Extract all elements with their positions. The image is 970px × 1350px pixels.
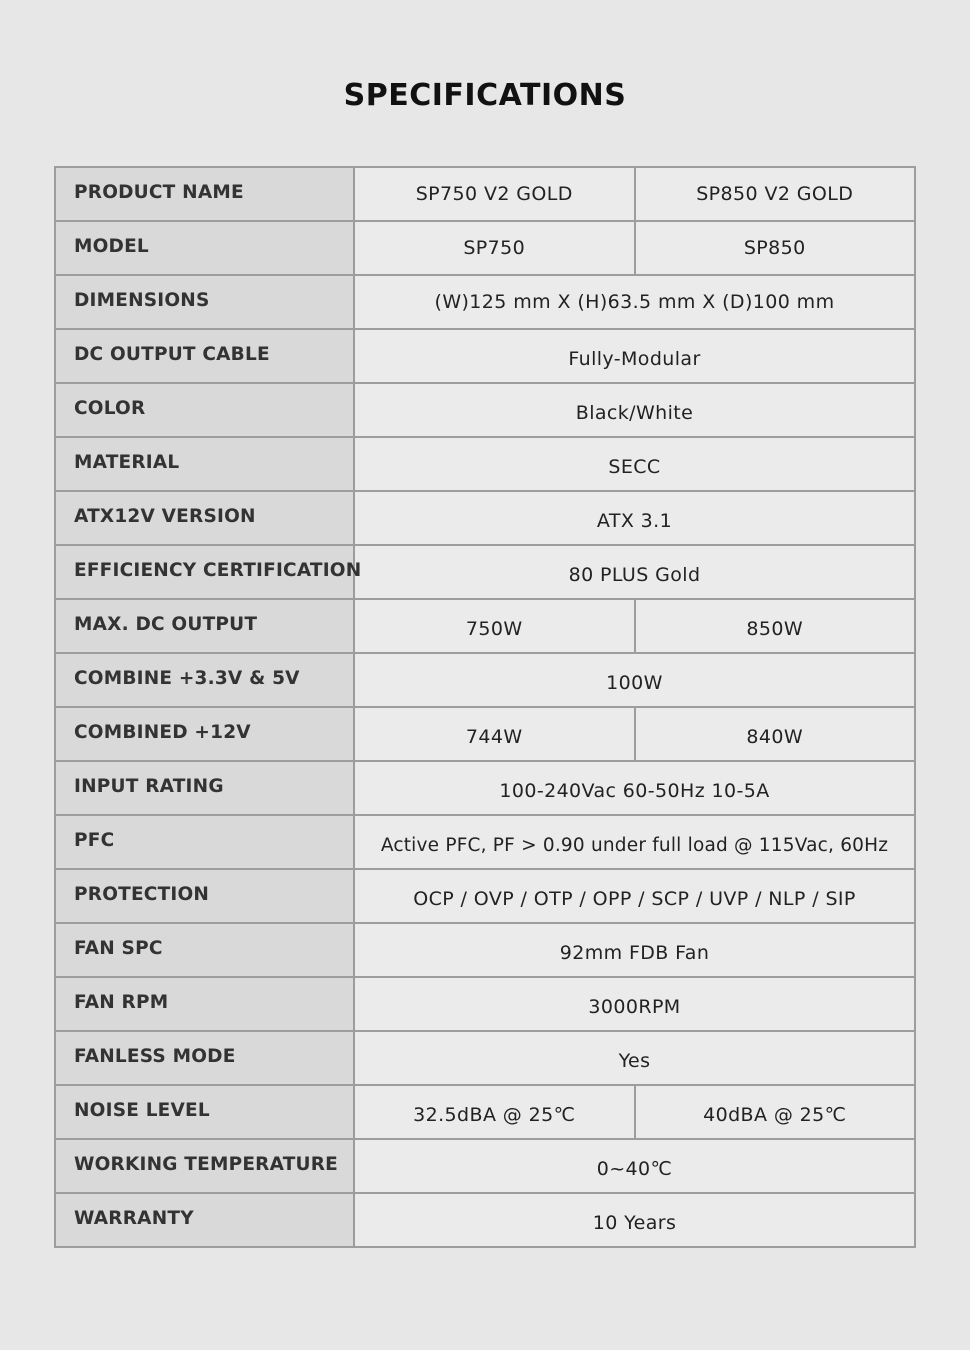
row-value-text: 92mm FDB Fan xyxy=(559,942,710,964)
row-label: MATERIAL xyxy=(55,437,354,491)
row-value xyxy=(354,329,915,383)
page-title: SPECIFICATIONS xyxy=(343,78,627,113)
row-label: FAN SPC xyxy=(55,923,354,977)
row-value xyxy=(354,1139,915,1193)
table-row xyxy=(55,815,915,869)
row-label: DC OUTPUT CABLE xyxy=(55,329,354,383)
table-row xyxy=(55,1139,915,1193)
row-value xyxy=(354,221,635,275)
row-value xyxy=(354,599,635,653)
row-value-text: 3000RPM xyxy=(588,996,681,1018)
row-value xyxy=(354,383,915,437)
specifications-table xyxy=(54,166,916,1248)
row-label: EFFICIENCY CERTIFICATION xyxy=(55,545,354,599)
row-value xyxy=(354,923,915,977)
table-row xyxy=(55,167,915,221)
row-value xyxy=(354,707,635,761)
row-label: PRODUCT NAME xyxy=(55,167,354,221)
row-value-text: 80 PLUS Gold xyxy=(568,564,701,586)
row-value xyxy=(354,1031,915,1085)
table-row xyxy=(55,329,915,383)
row-value-text: 750W xyxy=(465,618,523,640)
row-value xyxy=(635,221,916,275)
row-value xyxy=(354,653,915,707)
row-value xyxy=(354,275,915,329)
row-label: COMBINED +12V xyxy=(55,707,354,761)
row-value xyxy=(635,599,916,653)
table-row xyxy=(55,275,915,329)
row-value-text: 744W xyxy=(465,726,523,748)
row-label: MAX. DC OUTPUT xyxy=(55,599,354,653)
table-row xyxy=(55,761,915,815)
row-value-text: Active PFC, PF > 0.90 under full load @ 115Vac, 60Hz xyxy=(380,834,889,856)
row-value-text: SP750 V2 GOLD xyxy=(415,183,573,205)
row-value-text: 0~40℃ xyxy=(596,1158,673,1180)
row-label: MODEL xyxy=(55,221,354,275)
row-value-text: 10 Years xyxy=(592,1212,677,1234)
row-value-text: SECC xyxy=(608,456,661,478)
row-label: NOISE LEVEL xyxy=(55,1085,354,1139)
table-row xyxy=(55,1031,915,1085)
row-value xyxy=(635,707,916,761)
row-value-text: Fully-Modular xyxy=(568,348,701,370)
row-value xyxy=(635,167,916,221)
row-value-text: 32.5dBA @ 25℃ xyxy=(413,1104,576,1126)
table-row xyxy=(55,221,915,275)
row-value-text: OCP / OVP / OTP / OPP / SCP / UVP / NLP / SIP xyxy=(413,888,856,910)
row-label: PROTECTION xyxy=(55,869,354,923)
row-label: WARRANTY xyxy=(55,1193,354,1247)
row-value-text: SP750 xyxy=(463,237,526,259)
table-row xyxy=(55,977,915,1031)
row-value xyxy=(354,815,915,869)
row-label: WORKING TEMPERATURE xyxy=(55,1139,354,1193)
row-label: COMBINE +3.3V & 5V xyxy=(55,653,354,707)
row-label: ATX12V VERSION xyxy=(55,491,354,545)
row-value-text: ATX 3.1 xyxy=(596,510,673,532)
table-row xyxy=(55,545,915,599)
row-value-text: Yes xyxy=(618,1050,651,1072)
row-label: INPUT RATING xyxy=(55,761,354,815)
row-value xyxy=(354,491,915,545)
table-row xyxy=(55,491,915,545)
row-value xyxy=(354,1085,635,1139)
row-label: FAN RPM xyxy=(55,977,354,1031)
row-label: DIMENSIONS xyxy=(55,275,354,329)
table-row xyxy=(55,599,915,653)
row-value-text: 100-240Vac 60-50Hz 10-5A xyxy=(499,780,770,802)
row-value-text: 840W xyxy=(746,726,804,748)
table-row xyxy=(55,383,915,437)
row-value xyxy=(354,761,915,815)
row-value xyxy=(354,545,915,599)
row-value xyxy=(354,1193,915,1247)
row-value-text: 40dBA @ 25℃ xyxy=(703,1104,847,1126)
row-value xyxy=(354,869,915,923)
row-value xyxy=(354,977,915,1031)
row-value xyxy=(354,437,915,491)
row-label: FANLESS MODE xyxy=(55,1031,354,1085)
row-value-text: SP850 xyxy=(743,237,806,259)
row-value-text: 100W xyxy=(606,672,663,694)
row-value-text: (W)125 mm X (H)63.5 mm X (D)100 mm xyxy=(434,291,835,313)
table-row xyxy=(55,437,915,491)
table-row xyxy=(55,923,915,977)
row-value xyxy=(635,1085,916,1139)
row-label: PFC xyxy=(55,815,354,869)
row-label: COLOR xyxy=(55,383,354,437)
table-row xyxy=(55,869,915,923)
row-value-text: SP850 V2 GOLD xyxy=(696,183,854,205)
table-row xyxy=(55,1085,915,1139)
table-row xyxy=(55,1193,915,1247)
table-row xyxy=(55,707,915,761)
row-value-text: 850W xyxy=(746,618,804,640)
row-value xyxy=(354,167,635,221)
row-value-text: Black/White xyxy=(575,402,694,424)
table-row xyxy=(55,653,915,707)
